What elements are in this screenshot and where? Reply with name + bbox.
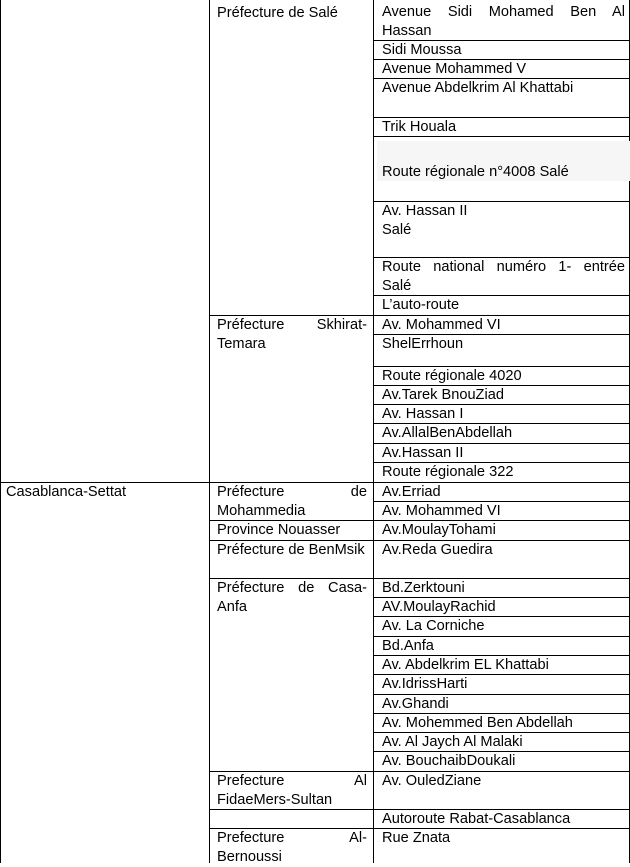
road-name: Av. Hassan II: [382, 203, 468, 219]
prefecture-name: Préfecture de Mohammedia: [217, 484, 367, 519]
road-name: Av. Hassan I: [382, 406, 464, 422]
road-name: Av.AllalBenAbdellah: [382, 425, 513, 441]
road-name: Bd.Anfa: [382, 638, 434, 654]
column-divider-1: [209, 0, 210, 863]
road-name: Av. Mohammed VI: [382, 503, 501, 519]
road-name: Av. Mohammed VI: [382, 317, 501, 333]
prefecture-name: Prefecture Al-Bernoussi: [217, 830, 367, 865]
road-name: Av. Mohemmed Ben Abdellah: [382, 715, 573, 731]
prefecture-name: Province Nouasser: [217, 522, 341, 538]
road-name: Av. Abdelkrim EL Khattabi: [382, 657, 549, 673]
road-name: Av.Reda Guedira: [382, 542, 493, 558]
road-name: ShelErrhoun: [382, 336, 464, 352]
road-name: Route régionale n°4008 Salé: [377, 141, 630, 181]
road-name: Route national numéro 1- entrée Salé: [382, 259, 625, 294]
road-name: Av. BouchaibDoukali: [382, 753, 516, 769]
road-name: Av. OuledZiane: [382, 773, 482, 789]
prefecture-name: Préfecture de Salé: [217, 5, 338, 21]
road-name: Route régionale 4020: [382, 368, 522, 384]
road-name: Av.Tarek BnouZiad: [382, 387, 504, 403]
road-name: Avenue Sidi Mohamed Ben Al Hassan: [382, 4, 625, 39]
road-name: Avenue Mohammed V: [382, 61, 527, 77]
road-name: Av. Al Jaych Al Malaki: [382, 734, 523, 750]
road-name: Route régionale 322: [382, 464, 514, 480]
road-name: Sidi Moussa: [382, 42, 462, 58]
road-name: Rue Znata: [382, 830, 451, 846]
region-name: Casablanca-Settat: [6, 484, 127, 500]
road-name: Autoroute Rabat-Casablanca: [382, 811, 571, 827]
road-name: Av.Ghandi: [382, 696, 449, 712]
road-name: AV.MoulayRachid: [382, 599, 496, 615]
column-divider-2: [373, 0, 374, 863]
road-name: Bd.Zerktouni: [382, 580, 465, 596]
table-border-left: [0, 0, 1, 863]
road-name: Salé: [382, 222, 412, 238]
road-name: Avenue Abdelkrim Al Khattabi: [382, 80, 574, 96]
prefecture-name: Préfecture de Casa-Anfa: [217, 580, 367, 615]
road-name: Av.IdrissHarti: [382, 676, 468, 692]
prefecture-name: Prefecture Al FidaeMers-Sultan: [217, 773, 367, 808]
road-name: Av.Hassan II: [382, 445, 464, 461]
road-name: Trik Houala: [382, 119, 457, 135]
road-name: Av.MoulayTohami: [382, 522, 496, 538]
road-name: Av. La Corniche: [382, 618, 485, 634]
road-name: L’auto-route: [382, 297, 460, 313]
prefecture-name: Préfecture de BenMsik: [217, 542, 365, 558]
prefecture-name: Préfecture Skhirat-Temara: [217, 317, 367, 352]
road-name: Av.Erriad: [382, 484, 441, 500]
